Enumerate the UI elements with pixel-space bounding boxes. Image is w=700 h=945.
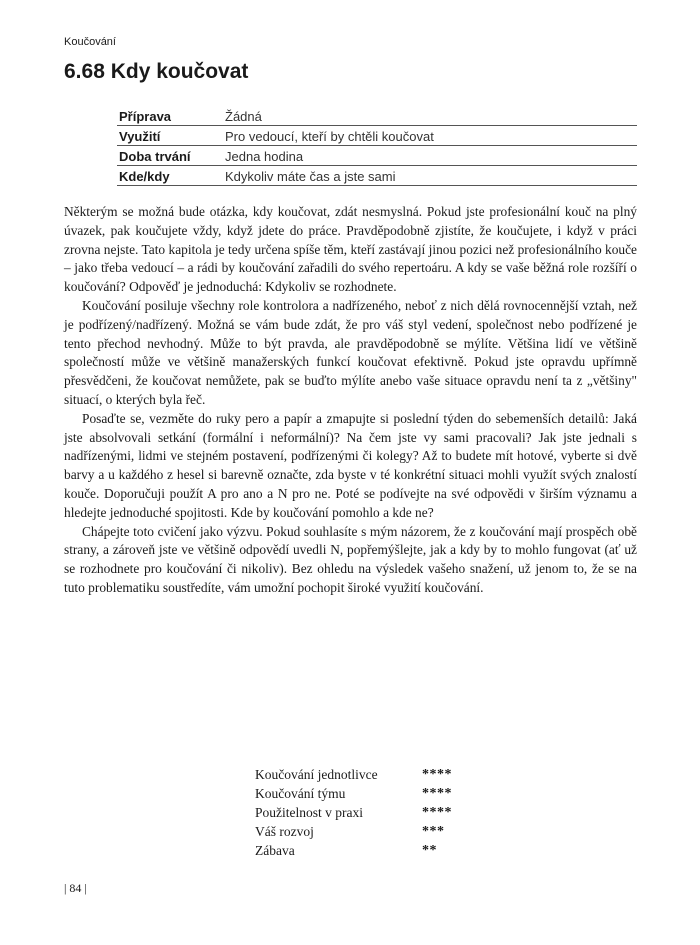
rating-stars: **: [422, 843, 437, 858]
running-head: Koučování: [64, 36, 116, 48]
info-value: Kdykoliv máte čas a jste sami: [223, 166, 637, 186]
info-table: [117, 106, 637, 186]
rating-label: Použitelnost v praxi: [255, 805, 363, 820]
rating-stars: ****: [422, 805, 452, 820]
rating-row: [255, 765, 452, 784]
paragraph: Chápejte toto cvičení jako výzvu. Pokud souhlasíte s mým názorem, že z koučování mají prospěch obě strany, a zároveň jste ve většině odpovědí uvedli N, popřemýšlejte, jak a kdy by to mohlo fungovat (ať už se rozhodnete pro koučování či nikoliv). Bez ohledu na výsledek vašeho snažení, už jenom to, že se na tuto problematiku soustředíte, vám umožní pochopit široké využití koučování.: [64, 523, 637, 595]
rating-label: Koučování týmu: [255, 786, 346, 801]
chapter-title: 6.68 Kdy koučovat: [64, 60, 249, 83]
info-row-priprava: [117, 106, 637, 126]
rating-label: Koučování jednotlivce: [255, 767, 378, 782]
rating-row: [255, 784, 452, 803]
rating-row: [255, 822, 452, 841]
info-value: Žádná: [225, 108, 262, 124]
body-text: [64, 203, 637, 598]
rating-row: [255, 841, 452, 860]
info-row-doba-trvani: [117, 146, 637, 166]
info-row-kde-kdy: [117, 166, 637, 186]
rating-label: Váš rozvoj: [255, 824, 314, 839]
rating-row: [255, 803, 452, 822]
rating-stars: ***: [422, 824, 445, 839]
info-row-vyuziti: [117, 126, 637, 146]
info-label: Doba trvání: [117, 146, 223, 166]
ratings-table: [255, 765, 452, 860]
info-value: Pro vedoucí, kteří by chtěli koučovat: [223, 126, 637, 146]
info-label: Příprava: [119, 108, 172, 124]
page-number: | 84 |: [64, 881, 87, 895]
paragraph: Posaďte se, vezměte do ruky pero a papír a zmapujte si poslední týden do sebemenších detailů: Jaká jste absolvovali setkání (formální i neformální)? Na čem jste vy sami pracovali? Jak jste jednali s nadřízenými, lidmi ve stejném postavení, podřízenými či kolegy? Až to budete mít hotové, vyberte si dvě barvy a u každého z hesel si barevně označte, zda byste v té konkrétní situaci mohli využít svých znalostí kouče. Doporučuji použít A pro ano a N pro ne. Poté se podívejte na své odpovědi v širším významu a hledejte jednoduché spojitosti. Kde by koučování pomohlo a kde ne?: [64, 410, 637, 520]
info-label: Využití: [117, 126, 223, 146]
info-label: Kde/kdy: [117, 166, 223, 186]
rating-stars: ****: [422, 767, 452, 782]
paragraph: Některým se možná bude otázka, kdy koučovat, zdát nesmyslná. Pokud jste profesionální kouč na plný úvazek, pak koučujete vždy, když jdete do práce. Pravděpodobně zjistíte, že koučujete, i když v práci zrovna nejste. Tato kapitola je tedy určena spíše těm, kteří zastávají jinou pozici než profesionálního kouče – jako třeba vedoucí – a rádi by koučování zařadili do svého repertoáru. A kdy se vaše běžná role rozšíří o koučování? Odpověď je jednoduchá: Kdykoliv se rozhodnete.: [64, 204, 637, 295]
paragraph: Koučování posiluje všechny role kontrolora a nadřízeného, neboť z nich dělá rovnocennější vztah, než je podřízený/nadřízený. Možná se vám bude zdát, že pro váš styl vedení, společnost nebo podřízené je tento přechod nevhodný. Může to být pravda, ale pravděpodobně se mýlíte. Většina lidí ve většině společností může ve většině manažerských funkcí koučovat efektivně. Pokud jste opravdu upřímně přesvědčeni, že koučovat nemůžete, pak se buďto mýlíte anebo vaše situace opravdu není ta z „většiny" situací, o kterých byla řeč.: [64, 297, 637, 407]
info-value: Jedna hodina: [223, 146, 637, 166]
rating-label: Zábava: [255, 843, 295, 858]
rating-stars: ****: [422, 786, 452, 801]
